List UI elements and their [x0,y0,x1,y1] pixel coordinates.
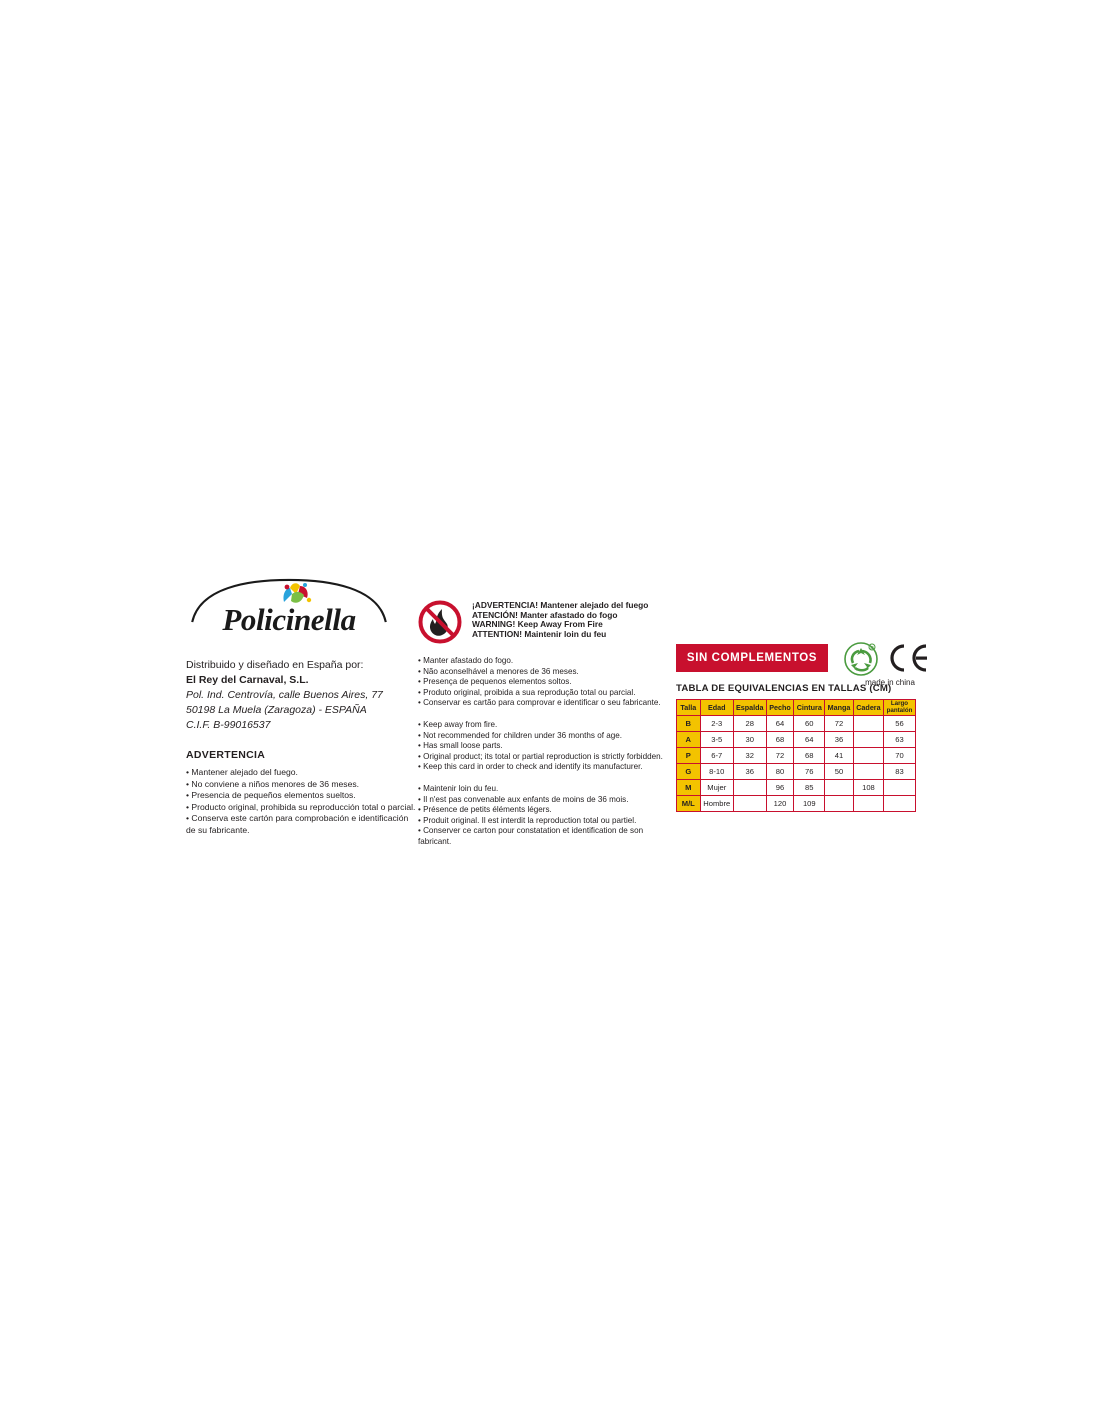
list-item: • Original product; its total or partial reproduction is strictly forbidden. [418,751,663,761]
list-item: • Conservar es cartão para comprovar e identificar o seu fabricante. [418,698,661,708]
svg-text:R: R [870,646,874,652]
cell-edad: 2-3 [700,716,733,732]
advertencia-title: ADVERTENCIA [186,749,266,761]
warning-line: ATENCIÓN! Manter afastado do fogo [472,609,618,620]
col-header-largo: Largo pantalón [883,700,915,716]
list-item: • Produto original, proibida a sua reprodução total ou parcial. [418,687,636,697]
table-row [677,732,916,748]
col-header-edad: Edad [700,700,733,716]
cell-pecho: 96 [766,780,794,796]
list-item: fabricant. [418,836,452,846]
address-line-4: 50198 La Muela (Zaragoza) - ESPAÑA [186,704,367,716]
cell-cintura: 64 [794,732,825,748]
cell-talla: B [677,716,701,732]
col-header-cadera: Cadera [853,700,883,716]
list-item: • Keep this card in order to check and identify its manufacturer. [418,762,643,772]
table-row [677,716,916,732]
cell-largo [883,796,915,812]
cell-largo: 56 [883,716,915,732]
cell-talla: M/L [677,796,701,812]
cell-manga: 41 [825,748,854,764]
no-fire-icon [418,600,462,644]
cell-cintura: 85 [794,780,825,796]
table-row [677,796,916,812]
recycle-icon [844,642,878,676]
cell-talla: A [677,732,701,748]
cell-cadera [853,716,883,732]
address-block [186,658,436,733]
cell-cintura: 60 [794,716,825,732]
warning-line: WARNING! Keep Away From Fire [472,619,603,630]
warning-line: ATTENTION! Maintenir loin du feu [472,628,607,639]
table-row [677,748,916,764]
sizes-column [676,644,928,812]
list-item: • Not recommended for children under 36 months of age. [418,730,622,740]
table-row [677,780,916,796]
cell-edad: 6-7 [700,748,733,764]
list-item: • Manter afastado do fogo. [418,656,514,665]
table-row [677,764,916,780]
address-line-3: Pol. Ind. Centrovía, calle Buenos Aires, 77 [186,689,383,701]
list-item: • Presença de pequenos elementos soltos. [418,677,572,687]
brand-name: Policinella [222,602,356,637]
list-item: • Não aconselhável a menores de 36 meses. [418,666,579,676]
warning-block-en [418,719,663,773]
cell-manga [825,780,854,796]
warning-block-fr [418,784,658,848]
col-header-pecho: Pecho [766,700,794,716]
list-item: • Presencia de pequeños elementos sueltos. [186,790,356,801]
col-header-espalda: Espalda [733,700,766,716]
cell-cadera [853,748,883,764]
list-item: • Présence de petits éléments légers. [418,805,552,815]
cell-espalda [733,780,766,796]
cell-pecho: 72 [766,748,794,764]
warning-header [418,600,658,646]
cell-cintura: 68 [794,748,825,764]
cell-edad: 3-5 [700,732,733,748]
cell-largo: 70 [883,748,915,764]
cell-cadera [853,764,883,780]
cell-edad: Mujer [700,780,733,796]
list-item: • Produit original. Il est interdit la reproduction total ou partiel. [418,815,637,825]
cell-cadera: 108 [853,780,883,796]
cell-talla: G [677,764,701,780]
list-item: • Maintenir loin du feu. [418,783,499,793]
list-item: de su fabricante. [186,824,250,835]
list-item: • Mantener alejado del fuego. [186,767,298,777]
cell-espalda: 30 [733,732,766,748]
cell-largo [883,780,915,796]
warning-block-pt [418,656,661,709]
cell-espalda: 36 [733,764,766,780]
list-item: • Keep away from fire. [418,719,498,729]
size-table-title: TABLA DE EQUIVALENCIAS EN TALLAS (CM) [676,683,892,694]
list-item: • No conviene a niños menores de 36 meses. [186,778,360,789]
cell-manga: 36 [825,732,854,748]
company-name: El Rey del Carnaval, S.L. [186,674,309,686]
made-in-label: made in china [865,678,915,687]
cell-pecho: 120 [766,796,794,812]
cell-cadera [853,796,883,812]
cell-manga [825,796,854,812]
list-item: • Conserva este cartón para comprobación e identificación [186,813,409,824]
cell-cintura: 109 [794,796,825,812]
ce-mark-icon [886,642,928,674]
brand-column [186,578,436,837]
list-item: • Producto original, prohibida su reproducción total o parcial. [186,801,416,812]
brand-logo [186,578,392,650]
warnings-column [418,600,663,848]
cell-talla: M [677,780,701,796]
warning-line: ¡ADVERTENCIA! Mantener alejado del fuego [472,600,649,610]
cell-espalda: 28 [733,716,766,732]
certification-badges [844,640,936,686]
size-equivalence-table [676,699,916,812]
cell-talla: P [677,748,701,764]
cell-largo: 63 [883,732,915,748]
list-item: • Has small loose parts. [418,741,503,751]
address-cif: C.I.F. B-99016537 [186,719,271,731]
col-header-talla: Talla [677,700,701,716]
col-header-cintura: Cintura [794,700,825,716]
cell-edad: Hombre [700,796,733,812]
cell-cintura: 76 [794,764,825,780]
list-item: • Conserver ce carton pour constatation et identification de son [418,826,644,836]
cell-espalda: 32 [733,748,766,764]
col-header-manga: Manga [825,700,854,716]
cell-pecho: 64 [766,716,794,732]
cell-cadera [853,732,883,748]
cell-largo: 83 [883,764,915,780]
warning-header-text [472,601,648,639]
cell-edad: 8-10 [700,764,733,780]
advertencia-list [186,767,436,837]
cell-manga: 50 [825,764,854,780]
address-line-1: Distribuido y diseñado en España por: [186,659,364,671]
cell-manga: 72 [825,716,854,732]
list-item: • Il n'est pas convenable aux enfants de moins de 36 mois. [418,794,629,804]
cell-espalda [733,796,766,812]
cell-pecho: 68 [766,732,794,748]
table-header-row [677,700,916,716]
cell-pecho: 80 [766,764,794,780]
sin-complementos-badge: SIN COMPLEMENTOS [676,644,828,672]
